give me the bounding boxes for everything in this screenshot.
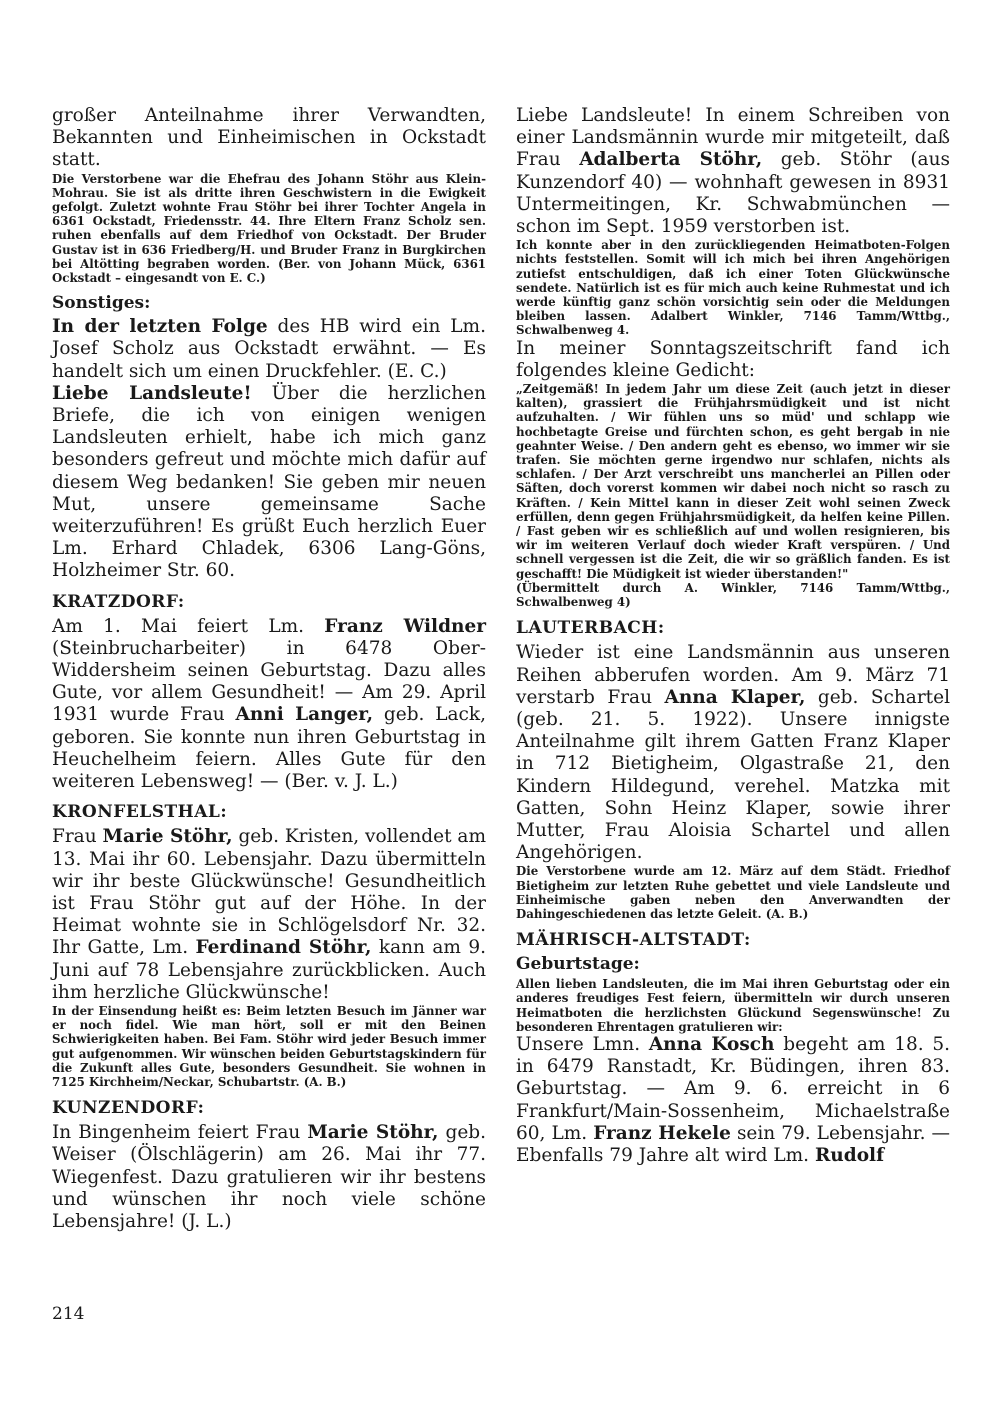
person-name: Rudolf [814,1144,885,1166]
poem-body: In jedem Jahr um diese Zeit (auch jetzt in dieser kalten), grassiert die Frühjahrsmüdigkeit und ist nicht aufzuhalten. / Wir fühlen uns so müd' und schlapp wie hochbetagte Greise und fürchten schon, es geht bergab in nie geahnter Weise. / Den andern geht es ebenso, wo immer wir sie trafen. Sie möchten gerne irgendwo nur schlafen, nichts als schlafen. / Der Arzt verschreibt uns mancherlei an Pillen oder Säften, doch vorerst kommen wir dabei noch nicht so rasch zu Kräften. / Kein Mittel kann in dieser Zeit wohl seinen Zweck erfüllen, denn gegen Frühjahrsmüdigkeit, da helfen keine Pillen. / Fast geben wir es schließlich auf und wollen resignieren, bis wir im weiteren Verlauf doch wieder Kraft verspüren. / Und schnell vergessen ist die Zeit, die wir so gräßlich fanden. Es ist geschafft! Die Müdigkeit ist wieder überstanden!" [516,382,951,581]
section-heading-maehrisch-altstadt: MÄHRISCH-ALTSTADT: [516,930,751,951]
lauterbach-part-a: Wieder ist eine Landsmännin aus unseren Reihen abberufen worden. Am 9. März 71 verstarb Frau [516,642,950,708]
kronfelsthal-note: In der Einsendung heißt es: Beim letzten Besuch im Jänner war er noch fidel. Wie man hört, soll er mit den Beinen Schwierigkeiten haben. Bei Fam. Stöhr wird jeder Besuch immer gut aufgenommen. Wir wünschen beiden Geburtstagskindern für die Zukunft alles Gute, besonders Gesundheit. Sie wohnen in 7125 Kirchheim/Neckar, Schubartstr. (A. B.) [52,1003,486,1089]
kunzendorf-part-b: geb. Weiser (Ölschlägerin) am 26. Mai ihr 77. Wiegenfest. Dazu gratulieren wir ihr bestens und wünschen ihr noch viele schöne Lebensjahre! (J. L.) [52,1122,486,1232]
kratzdorf-text [52,616,486,794]
section-heading-sonstiges: Sonstiges: [52,293,151,314]
person-name: Anna Klaper, [664,686,806,708]
sonstiges-lead-2: Liebe Landsleute! [52,382,252,404]
person-name: Ferdinand Stöhr, [195,937,372,959]
lauterbach-text [516,642,950,864]
person-name: Marie Stöhr, [307,1122,439,1144]
left-column [52,105,486,1233]
person-name: Marie Stöhr, [102,826,233,848]
person-name: Franz Hekele [593,1122,731,1144]
section-heading-lauterbach: LAUTERBACH: [516,618,665,639]
altstadt-birthdays [516,1034,950,1167]
kronfelsthal-part-a: Frau [52,826,97,848]
kronfelsthal-part-b: geb. Kristen, vollendet am 13. Mai ihr 60. Lebensjahr. Dazu übermitteln wir ihr beste Glückwünsche! Gesundheitlich ist Frau Stöhr gut auf der Höhe. In der Heimat wohnte sie in Schlögelsdorf Nr. 32. Ihr Gatte, Lm. [52,826,486,959]
kratzdorf-part-b: (Steinbrucharbeiter) in 6478 Ober-Widdersheim seinen Geburtstag. Dazu alles Gute, vor allem Gesundheit! — Am 29. April 1931 wurde Frau [52,637,486,726]
sonstiges-thanks-text: Über die herzlichen Briefe, die ich von einigen wenigen Landsleuten erhielt, habe ich mich ganz besonders gefreut und möchte mich dafür auf diesem Weg bedanken! Sie geben mir neuen Mut, unsere gemeinsame Sache weiterzuführen! Es grüßt Euch herzlich Euer Lm. Erhard Chladek, 6306 Lang-Göns, Holzheimer Str. 60. [52,382,487,582]
poem-text [516,382,950,581]
sonstiges-text: des HB wird ein Lm. Josef Scholz aus Ockstadt erwähnt. — Es handelt sich um einen Druckfehler. (E. C.) [52,316,486,382]
obituary-continuation: großer Anteilnahme ihrer Verwandten, Bekannten und Einheimischen in Ockstadt statt. [52,105,486,171]
sonstiges-thanks [52,383,486,583]
altstadt-part-a: Unsere Lmn. [516,1033,641,1055]
altstadt-greeting-lead: Allen [516,977,551,992]
lauterbach-part-b: geb. Schartel (geb. 21. 5. 1922). Unsere innigste Anteilnahme gilt ihrem Gatten Franz Klaper in 712 Bietigheim, Olgastraße 21, den Kindern Hildegund, verehel. Matzka mit Gatten, Sohn Heinz Klaper, sowie ihrer Mutter, Frau Aloisia Schartel und allen Angehörigen. [516,686,950,864]
person-name: Anni Langer, [235,704,374,726]
sonstiges-correction [52,316,486,383]
altstadt-greeting [516,977,950,1034]
kunzendorf-text [52,1122,486,1233]
section-heading-kratzdorf: KRATZDORF: [52,591,185,612]
kronfelsthal-part-c: kann am 9. Juni auf 78 Lebensjahre zurückblicken. Auch ihm herzliche Glückwünsche! [52,937,487,1003]
poem-title: „Zeitgemäß! [516,382,599,397]
obituary-details: Die Verstorbene war die Ehefrau des Johann Stöhr aus Klein-Mohrau. Sie ist als dritte ihren Geschwistern in die Ewigkeit gefolgt. Zuletzt wohnte Frau Stöhr bei ihrer Tochter Angela in 6361 Ockstadt, Friedensstr. 44. Ihre Eltern Franz Scholz sen. ruhen ebenfalls auf dem Friedhof von Ockstadt. Der Bruder Gustav ist in 636 Friedberg/H. und Bruder Franz in Burgkirchen bei Altötting begraben worden. (Ber. von Johann Mück, 6361 Ockstadt – eingesandt von E. C.) [52,171,486,286]
section-heading-kunzendorf: KUNZENDORF: [52,1098,205,1119]
kronfelsthal-text [52,826,486,1004]
subheading-geburtstage: Geburtstage: [516,954,640,975]
lauterbach-note: Die Verstorbene wurde am 12. März auf dem Städt. Friedhof Bietigheim zur letzten Ruhe gebettet und viele Landsleute und Einheimische gaben neben den Anverwandten der Dahingeschiedenen das letzte Geleit. (A. B.) [516,864,950,921]
poem-intro: In meiner Sonntagszeitschrift fand ich folgendes kleine Gedicht: [516,337,950,381]
correction-part-a: Liebe Landsleute! In einem Schreiben von einer Landsmännin wurde mir mitgeteilt, daß Frau [516,105,950,171]
altstadt-greeting-text: lieben Landsleuten, die im Mai ihren Geburtstag oder ein anderes freudiges Fest feiern, übermitteln wir durch unseren Heimatboten die herzlichsten Glückund Segenswünsche! Zu besonderen Ehrentagen gratulieren wir: [516,977,950,1034]
correction-part-b: geb. Stöhr (aus Kunzendorf 40) — wohnhaft gewesen in 8931 Untermeitingen, Kr. Schwabmünchen — schon im Sept. 1959 verstorben ist. [516,149,950,238]
person-name: Adalberta Stöhr, [579,149,763,171]
altstadt-part-b: begeht am 18. 5. in 6479 Ranstadt, Kr. Büdingen, ihren 83. Geburtstag. — Am 9. 6. erreicht in 6 Frankfurt/Main-Sossenheim, Michaelstraße 60, Lm. [516,1033,950,1144]
sonstiges-lead: In der letzten Folge [52,316,268,338]
section-heading-kronfelsthal: KRONFELSTHAL: [52,802,228,823]
correction-letter [516,105,950,238]
person-name: Anna Kosch [648,1033,775,1055]
person-name: Franz Wildner [324,615,486,637]
kratzdorf-part-a: Am 1. Mai feiert Lm. [52,615,305,637]
poem-credit: (Übermittelt durch A. Winkler, 7146 Tamm/Wttbg., Schwalbenweg 4) [516,580,950,610]
right-column [516,105,950,1167]
altstadt-part-c: sein 79. Lebensjahr. — Ebenfalls 79 Jahre alt wird Lm. [516,1122,950,1166]
page-number: 214 [52,1304,85,1324]
correction-apology: Ich konnte aber in den zurückliegenden Heimatboten-Folgen nichts feststellen. Somit will ich mich bei ihren Angehörigen zutiefst entschuldigen, daß ich einer Toten Glückwünsche sendete. Natürlich ist es für mich auch keine Ruhmestat und ich werde künftig ganz schön vorsichtig sein oder die Meldungen bleiben lassen. Adalbert Winkler, 7146 Tamm/Wttbg., Schwalbenweg 4. [516,238,950,338]
kunzendorf-part-a: In Bingenheim feiert Frau [52,1122,301,1144]
kratzdorf-part-c: geb. Lack, geboren. Sie konnte nun ihren Geburtstag in Heuchelheim feiern. Alles Gute für den weiteren Lebensweg! — (Ber. v. J. L.) [52,704,486,793]
